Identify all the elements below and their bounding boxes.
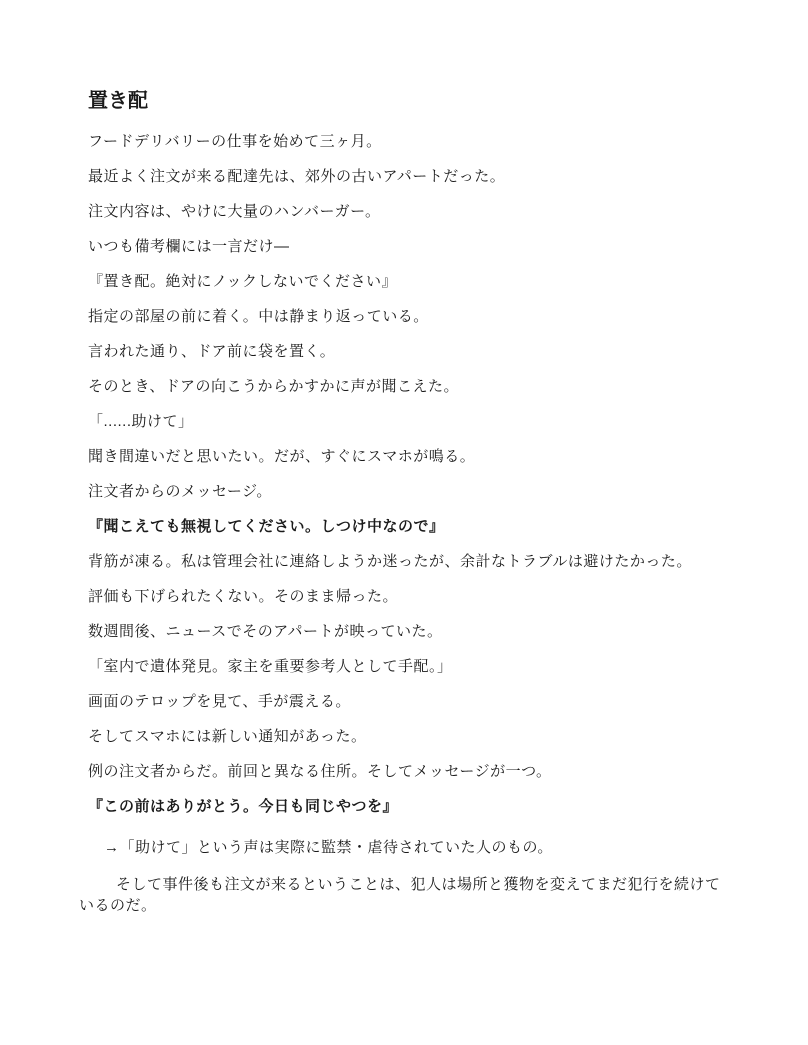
- story-paragraph: 言われた通り、ドア前に袋を置く。: [88, 343, 336, 360]
- delivery-instruction-message: 『置き配。絶対にノックしないでください』: [88, 273, 397, 290]
- story-paragraph: フードデリバリーの仕事を始めて三ヶ月。: [88, 133, 382, 150]
- news-caption-quote: 「室内で遺体発見。家主を重要参考人として手配。」: [88, 658, 453, 675]
- ignore-voice-message: 『聞こえても無視してください。しつけ中なので』: [88, 518, 445, 535]
- story-paragraph: いつも備考欄には一言だけ—: [88, 238, 290, 255]
- story-paragraph: 聞き間違いだと思いたい。だが、すぐにスマホが鳴る。: [88, 448, 476, 465]
- document-title: 置き配: [88, 90, 148, 112]
- story-paragraph: 画面のテロップを見て、手が震える。: [88, 693, 351, 710]
- explanation-note: →「助けて」という声は実際に監禁・虐待されていた人のもの。: [104, 839, 553, 856]
- story-paragraph: 例の注文者からだ。前回と異なる住所。そしてメッセージが一つ。: [88, 763, 552, 780]
- story-paragraph: 指定の部屋の前に着く。中は静まり返っている。: [88, 308, 429, 325]
- story-paragraph: 数週間後、ニュースでそのアパートが映っていた。: [88, 623, 443, 640]
- afterword-section: [79, 837, 722, 916]
- new-order-message: 『この前はありがとう。今日も同じやつを』: [88, 798, 399, 815]
- explanation-note: そして事件後も注文が来るということは、犯人は場所と獲物を変えてまだ犯行を続けているのだ。: [79, 876, 721, 914]
- voice-quote: 「......助けて」: [88, 413, 194, 430]
- story-paragraph: 最近よく注文が来る配達先は、郊外の古いアパートだった。: [88, 168, 506, 185]
- story-paragraph: 注文内容は、やけに大量のハンバーガー。: [88, 203, 381, 220]
- story-paragraph: そのとき、ドアの向こうからかすかに声が聞こえた。: [88, 378, 459, 395]
- story-paragraph: 注文者からのメッセージ。: [88, 483, 272, 500]
- story-paragraph: そしてスマホには新しい通知があった。: [88, 728, 367, 745]
- story-paragraph: 評価も下げられたくない。そのまま帰った。: [88, 588, 399, 605]
- story-paragraph: 背筋が凍る。私は管理会社に連絡しようか迷ったが、余計なトラブルは避けたかった。: [88, 553, 692, 570]
